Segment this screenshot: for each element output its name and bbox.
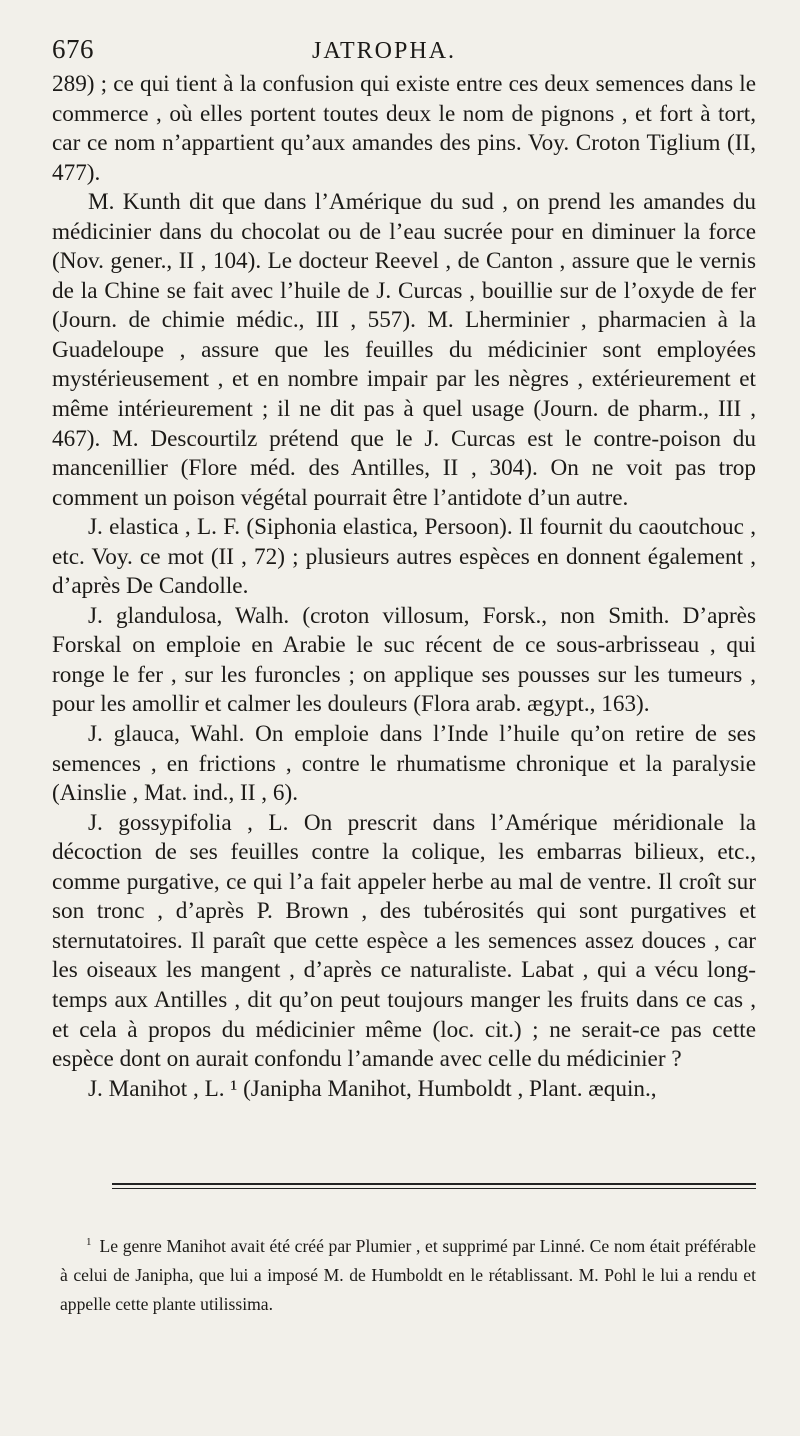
running-title: JATROPHA. (312, 38, 457, 64)
footnote (60, 1228, 756, 1319)
footnote-rule (112, 1183, 756, 1189)
page-number: 676 (52, 34, 94, 64)
paragraph-glauca: J. glauca, Wahl. On emploie dans l’Inde l’huile qu’on retire de ses semences , en frictions , contre le rhumatisme chronique et la paralysie (Ainslie , Mat. ind., II , 6). (52, 721, 756, 807)
main-text (52, 70, 756, 1104)
paragraph-manihot: J. Manihot , L. ¹ (Janipha Manihot, Humboldt , Plant. æquin., (88, 1075, 657, 1102)
paragraph-kunth: M. Kunth dit que dans l’Amérique du sud , on prend les amandes du médicinier dans du chocolat ou de l’eau sucrée pour en diminuer la force (Nov. gener., II , 104). Le docteur Reevel , de Canton , assure que le vernis de la Chine se fait avec l’huile de J. Curcas , bouillie sur de l’oxyde de fer (Journ. de chimie médic., III , 557). M. Lherminier , pharmacien à la Guadeloupe , assure que les feuilles du médicinier sont employées mystérieusement , et en nombre impair par les nègres , extérieurement et même intérieurement ; il ne dit pas à quel usage (Journ. de pharm., III , 467). M. Descourtilz prétend que le J. Curcas est le contre-poison du mancenillier (Flore méd. des Antilles, II , 304). On ne voit pas trop comment un poison végétal pourrait être l’antidote d’un autre. (52, 189, 756, 511)
paragraph-elastica: J. elastica , L. F. (Siphonia elastica, Persoon). Il fournit du caoutchouc , etc. Voy. ce mot (II , 72) ; plusieurs autres espèces en donnent également , d’après De Candolle. (52, 514, 756, 600)
paragraph-gossypifolia: J. gossypifolia , L. On prescrit dans l’Amérique méridionale la décoction de ses feuilles contre la colique, les embarras bilieux, etc., comme purgative, ce qui l’a fait appeler herbe au mal de ventre. Il croît sur son tronc , d’après P. Brown , des tubérosités qui sont purgatives et sternutatoires. Il paraît que cette espèce a les semences assez douces , car les oiseaux les mangent , d’après ce naturaliste. Labat , qui a vécu long-temps aux Antilles , dit qu’on peut toujours manger les fruits dans ce cas , et cela à propos du médicinier même (loc. cit.) ; ne serait-ce pas cette espèce dont on aurait confondu l’amande avec celle du médicinier ? (52, 809, 756, 1073)
paragraph-glandulosa: J. glandulosa, Walh. (croton villosum, Forsk., non Smith. D’après Forskal on emploie en Arabie le suc récent de ce sous-arbrisseau , qui ronge le fer , sur les furoncles ; on applique ses pousses sur les tumeurs , pour les amollir et calmer les douleurs (Flora arab. ægypt., 163). (52, 602, 756, 718)
footnote-marker: 1 (86, 1236, 92, 1248)
footnote-text: Le genre Manihot avait été créé par Plumier , et supprimé par Linné. Ce nom était préférable à celui de Janipha, que lui a imposé M. de Humboldt en le rétablissant. M. Pohl le lui a rendu et appelle cette plante utilissima. (60, 1235, 756, 1314)
paragraph-continuation: 289) ; ce qui tient à la confusion qui existe entre ces deux semences dans le commerce , où elles portent toutes deux le nom de pignons , et fort à tort, car ce nom n’appartient qu’aux amandes des pins. Voy. Croton Tiglium (II, 477). (52, 71, 756, 186)
running-header (52, 34, 756, 70)
